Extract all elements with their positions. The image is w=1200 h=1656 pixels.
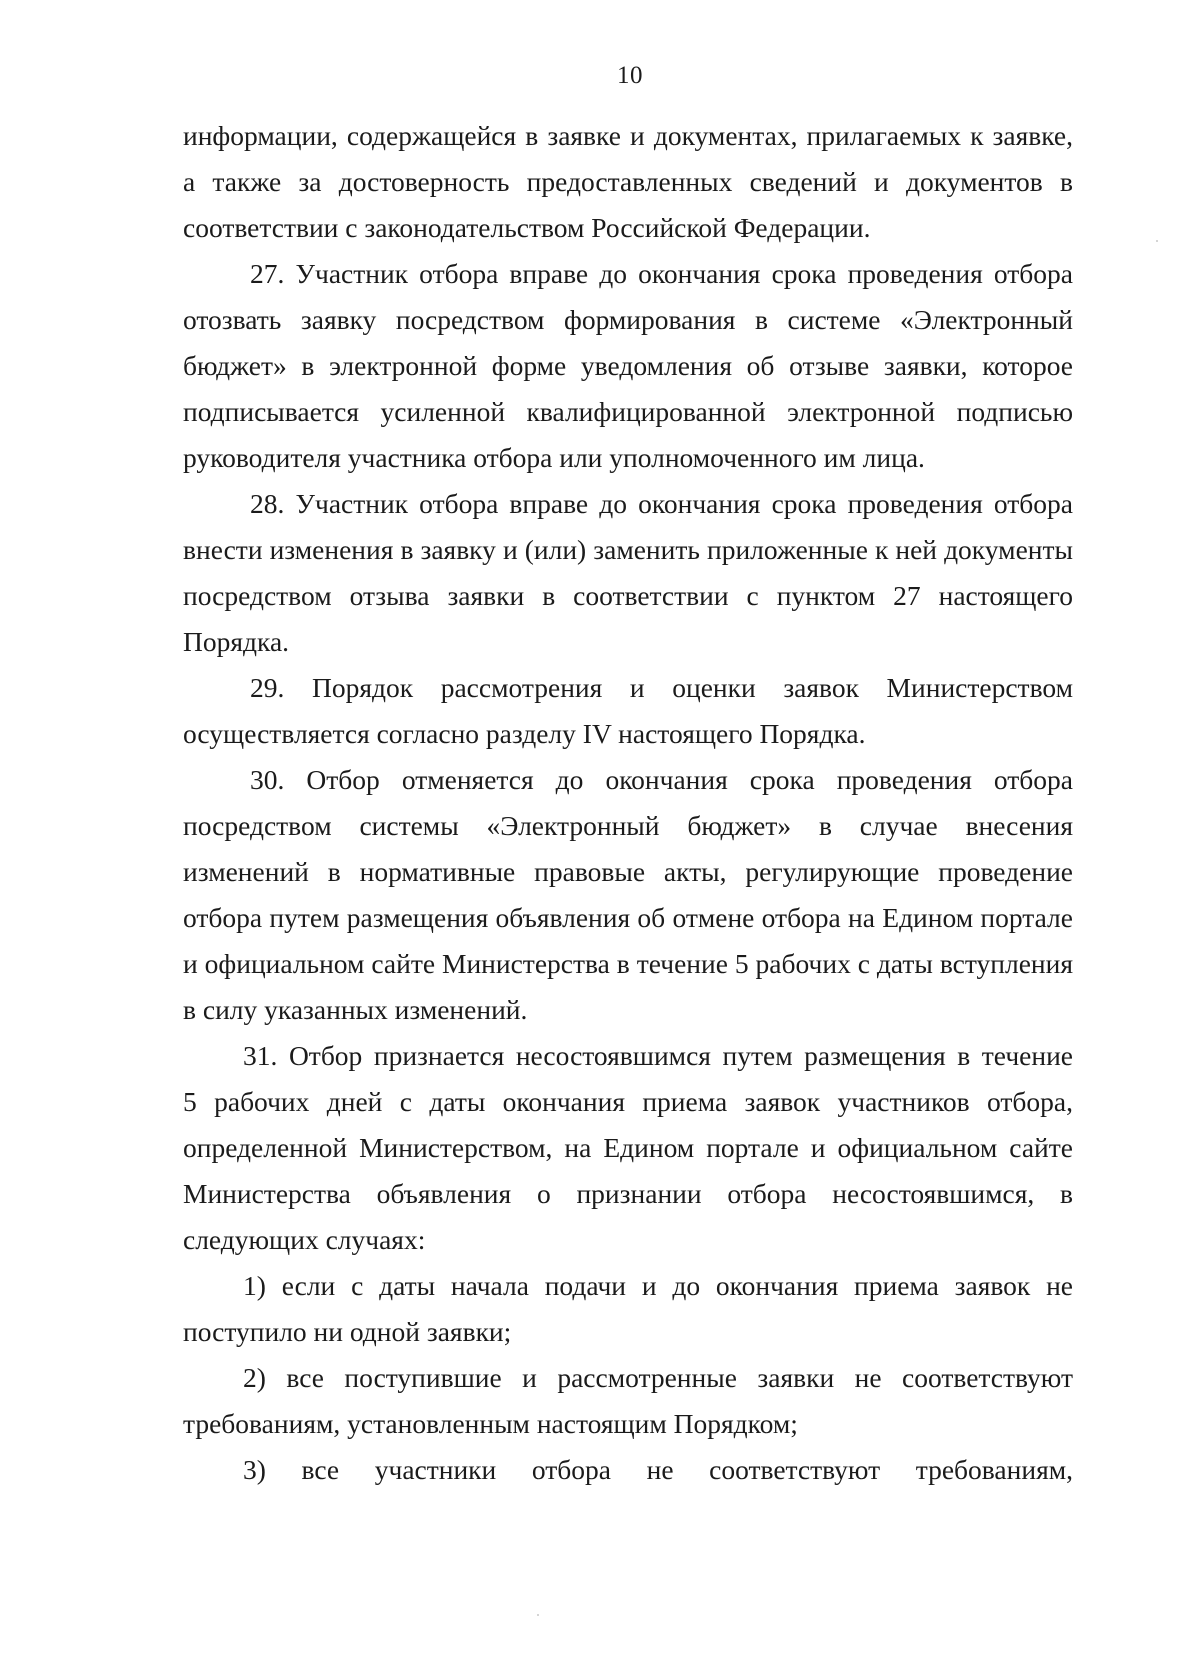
text-line: изменений в нормативные правовые акты, регулирующие проведение — [183, 856, 1073, 887]
text-line: а также за достоверность предоставленных сведений и документов в — [183, 166, 1073, 197]
subitem-2-line: 2) все поступившие и рассмотренные заявки не соответствуют — [243, 1362, 1073, 1393]
text-line: внести изменения в заявку и (или) заменить приложенные к ней документы — [183, 534, 1073, 565]
text-line: информации, содержащейся в заявке и документах, прилагаемых к заявке, — [183, 120, 1073, 151]
text-line: посредством системы «Электронный бюджет» в случае внесения — [183, 810, 1073, 841]
scan-speck — [537, 1614, 539, 1616]
text-line: в силу указанных изменений. — [183, 994, 528, 1025]
text-line: руководителя участника отбора или уполномоченного им лица. — [183, 442, 925, 473]
text-line: и официальном сайте Министерства в течение 5 рабочих с даты вступления — [183, 948, 1073, 979]
text-line: подписывается усиленной квалифицированной электронной подписью — [183, 396, 1073, 427]
text-line: Порядка. — [183, 626, 290, 657]
text-line: бюджет» в электронной форме уведомления об отзыве заявки, которое — [183, 350, 1073, 381]
text-line: поступило ни одной заявки; — [183, 1316, 512, 1347]
text-line: соответствии с законодательством Российской Федерации. — [183, 212, 871, 243]
subitem-1-line: 1) если с даты начала подачи и до окончания приема заявок не — [243, 1270, 1073, 1301]
paragraph-29-line: 29. Порядок рассмотрения и оценки заявок Министерством — [250, 672, 1073, 703]
paragraph-27-line: 27. Участник отбора вправе до окончания срока проведения отбора — [250, 258, 1073, 289]
page-number: 10 — [617, 62, 643, 89]
text-line: отбора путем размещения объявления об отмене отбора на Едином портале — [183, 902, 1073, 933]
text-line: отозвать заявку посредством формирования в системе «Электронный — [183, 304, 1073, 335]
paragraph-31-line: 31. Отбор признается несостоявшимся путем размещения в течение — [243, 1040, 1073, 1071]
text-line: посредством отзыва заявки в соответствии с пунктом 27 настоящего — [183, 580, 1073, 611]
scan-speck — [1156, 240, 1158, 242]
subitem-3-line: 3) все участники отбора не соответствуют требованиям, — [243, 1454, 1073, 1485]
text-line: определенной Министерством, на Едином портале и официальном сайте — [183, 1132, 1073, 1163]
text-line: требованиям, установленным настоящим Порядком; — [183, 1408, 798, 1439]
text-line: 5 рабочих дней с даты окончания приема заявок участников отбора, — [183, 1086, 1073, 1117]
paragraph-30-line: 30. Отбор отменяется до окончания срока проведения отбора — [250, 764, 1073, 795]
paragraph-28-line: 28. Участник отбора вправе до окончания срока проведения отбора — [250, 488, 1073, 519]
text-line: Министерства объявления о признании отбора несостоявшимся, в — [183, 1178, 1073, 1209]
text-line: следующих случаях: — [183, 1224, 426, 1255]
text-line: осуществляется согласно разделу IV настоящего Порядка. — [183, 718, 866, 749]
